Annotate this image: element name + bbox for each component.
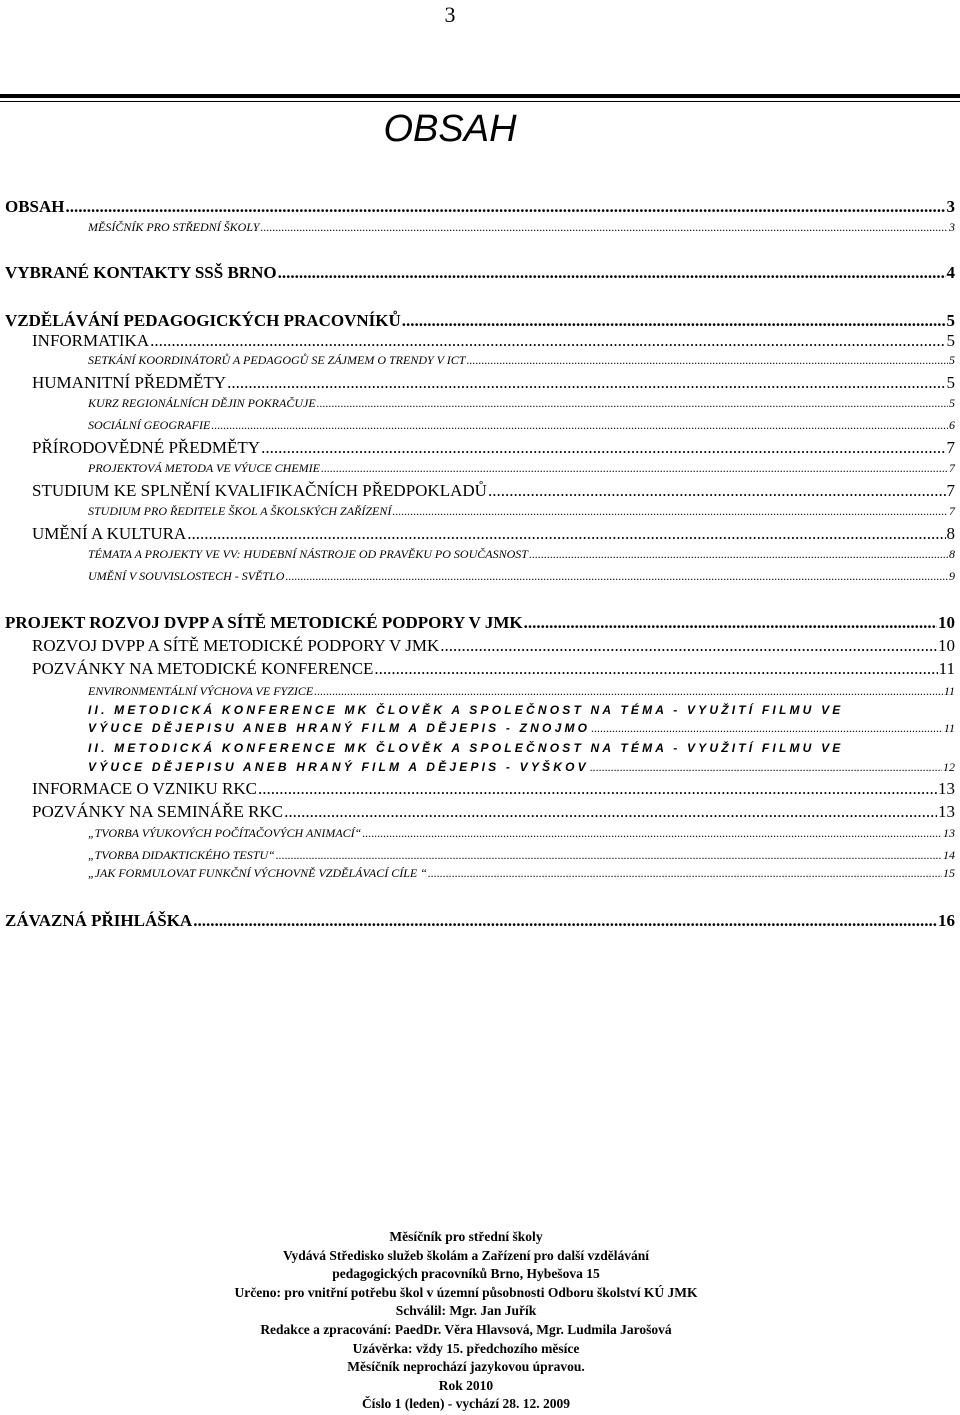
toc-entry-title: UMĚNÍ V SOUVISLOSTECH - SVĚTLO xyxy=(88,569,285,583)
toc-entry-mesicnik[interactable] xyxy=(88,220,955,235)
toc-entry-title: SOCIÁLNÍ GEOGRAFIE xyxy=(88,418,211,432)
footer-line: Rok 2010 xyxy=(438,1377,494,1393)
toc-entry-page: 16 xyxy=(938,911,955,930)
toc-entry-page: 13 xyxy=(938,779,955,798)
toc-entry-page: 8 xyxy=(949,547,955,561)
toc-entry-page: 5 xyxy=(946,373,955,392)
toc-entry-page: 3 xyxy=(949,220,955,234)
toc-entry-studium-kvalifikace[interactable] xyxy=(32,481,955,501)
header-rule-thin xyxy=(0,101,960,102)
toc-entry-page: 7 xyxy=(946,438,955,457)
footer-line: Číslo 1 (leden) - vychází 28. 12. 2009 xyxy=(361,1396,571,1412)
header-rule-thick xyxy=(0,94,960,98)
toc-entry-title: VÝUCE DĚJEPISU ANEB HRANÝ FILM A DĚJEPIS - ZNOJMO xyxy=(88,721,591,735)
toc-entry-pozvanky-seminare[interactable] xyxy=(32,802,955,822)
toc-entry-umeni-svetlo[interactable] xyxy=(88,569,955,584)
toc-entry-page: 14 xyxy=(943,848,955,862)
toc-entry-umeni-kultura[interactable] xyxy=(32,524,955,544)
toc-entry-page: 13 xyxy=(938,802,955,821)
toc-entry-title: STUDIUM PRO ŘEDITELE ŠKOL A ŠKOLSKÝCH ZAŘÍZENÍ xyxy=(88,504,392,518)
toc-entry-title: „TVORBA VÝUKOVÝCH POČÍTAČOVÝCH ANIMACÍ“ xyxy=(88,826,362,840)
toc-entry-title: STUDIUM KE SPLNĚNÍ KVALIFIKAČNÍCH PŘEDPOKLADŮ xyxy=(32,481,487,500)
toc-entry-page: 7 xyxy=(949,504,955,518)
toc-entry-konference-znojmo[interactable] xyxy=(88,721,955,736)
toc-entry-page: 11 xyxy=(938,659,955,678)
toc-entry-title: ZÁVAZNÁ PŘIHLÁŠKA xyxy=(5,911,193,930)
toc-entry-page: 7 xyxy=(949,461,955,475)
toc-entry-prirodovedne[interactable] xyxy=(32,438,955,458)
toc-entry-title: SETKÁNÍ KOORDINÁTORŮ A PEDAGOGŮ SE ZÁJMEM O TRENDY V ICT xyxy=(88,353,466,367)
toc-entry-page: 6 xyxy=(949,418,955,432)
toc-entry-jak-formulovat[interactable] xyxy=(88,866,955,881)
toc-entry-title: UMĚNÍ A KULTURA xyxy=(32,524,187,543)
toc-entry-title: POZVÁNKY NA SEMINÁŘE RKC xyxy=(32,802,284,821)
toc-entry-page: 12 xyxy=(943,760,955,774)
toc-entry-page: 5 xyxy=(946,331,955,350)
toc-entry-title: PROJEKT ROZVOJ DVPP A SÍTĚ METODICKÉ PODPORY V JMK xyxy=(5,613,523,632)
toc-entry-title: OBSAH xyxy=(5,197,65,216)
toc-entry-title: INFORMATIKA xyxy=(32,331,150,350)
toc-entry-temata[interactable] xyxy=(88,547,955,562)
toc-entry-rozvoj[interactable] xyxy=(32,636,955,656)
toc-entry-geografie[interactable] xyxy=(88,418,955,433)
toc-entry-vzdelavani[interactable] xyxy=(5,311,955,331)
toc-entry-title: ROZVOJ DVPP A SÍTĚ METODICKÉ PODPORY V JMK xyxy=(32,636,440,655)
toc-entry-obsah[interactable] xyxy=(5,197,955,217)
page-number: 3 xyxy=(444,2,456,27)
toc-entry-kurz[interactable] xyxy=(88,396,955,411)
toc-entry-konference-vyskov-line1[interactable]: II. METODICKÁ KONFERENCE MK ČLOVĚK A SPOLEČNOST NA TÉMA - VYUŽITÍ FILMU VE xyxy=(88,741,844,755)
toc-entry-page: 11 xyxy=(943,684,955,698)
footer-line: Měsíčník neprochází jazykovou úpravou. xyxy=(347,1359,585,1375)
toc-entry-environmentalni[interactable] xyxy=(88,684,955,699)
toc-entry-informatika[interactable] xyxy=(32,331,955,351)
toc-entry-pozvanky-konference[interactable] xyxy=(32,659,955,679)
toc-entry-page: 5 xyxy=(949,396,955,410)
toc-entry-title: POZVÁNKY NA METODICKÉ KONFERENCE xyxy=(32,659,374,678)
toc-entry-title: PŘÍRODOVĚDNÉ PŘEDMĚTY xyxy=(32,438,261,457)
footer-line: Měsíčník pro střední školy xyxy=(389,1229,543,1244)
toc-entry-title: VÝUCE DĚJEPISU ANEB HRANÝ FILM A DĚJEPIS - VYŠKOV xyxy=(88,760,589,774)
toc-entry-page: 11 xyxy=(943,721,955,735)
toc-entry-konference-vyskov[interactable] xyxy=(88,760,955,775)
toc-entry-projekt-rozvoj[interactable] xyxy=(5,613,955,633)
toc-entry-title: ENVIRONMENTÁLNÍ VÝCHOVA VE FYZICE xyxy=(88,684,314,698)
toc-entry-page: 5 xyxy=(946,311,955,330)
toc-entry-page: 5 xyxy=(949,353,955,367)
toc-entry-page: 13 xyxy=(943,826,955,840)
toc-entry-title: KURZ REGIONÁLNÍCH DĚJIN POKRAČUJE xyxy=(88,396,316,410)
page-title: OBSAH xyxy=(383,108,517,150)
imprint-footer xyxy=(0,1228,932,1414)
toc-entry-setkani[interactable] xyxy=(88,353,955,368)
toc-entry-page: 3 xyxy=(946,197,955,216)
toc-entry-page: 10 xyxy=(938,636,955,655)
toc-entry-konference-znojmo-line1[interactable]: II. METODICKÁ KONFERENCE MK ČLOVĚK A SPOLEČNOST NA TÉMA - VYUŽITÍ FILMU VE xyxy=(88,703,844,717)
toc-entry-page: 15 xyxy=(943,866,955,880)
toc-entry-tvorba-testu[interactable] xyxy=(88,848,955,863)
toc-entry-page: 10 xyxy=(938,613,955,632)
toc-entry-title: PROJEKTOVÁ METODA VE VÝUCE CHEMIE xyxy=(88,461,320,475)
toc-entry-zavazna-prihlaska[interactable] xyxy=(5,911,955,931)
toc-entry-page: 7 xyxy=(946,481,955,500)
toc-entry-informace-rkc[interactable] xyxy=(32,779,955,799)
toc-entry-title: „JAK FORMULOVAT FUNKČNÍ VÝCHOVNĚ VZDĚLÁVACÍ CÍLE “ xyxy=(88,866,427,880)
toc-entry-page: 9 xyxy=(949,569,955,583)
footer-line: Redakce a zpracování: PaedDr. Věra Hlavsová, Mgr. Ludmila Jarošová xyxy=(260,1321,672,1337)
footer-line: Uzávěrka: vždy 15. předchozího měsíce xyxy=(352,1340,580,1356)
toc-entry-title: TÉMATA A PROJEKTY VE VV: HUDEBNÍ NÁSTROJE OD PRAVĚKU PO SOUČASNOST xyxy=(88,547,528,561)
toc-entry-page: 4 xyxy=(946,263,955,282)
footer-line: pedagogických pracovníků Brno, Hybešova 15 xyxy=(332,1266,600,1282)
footer-line: Určeno: pro vnitřní potřebu škol v územní působnosti Odboru školství KÚ JMK xyxy=(234,1284,698,1300)
toc-entry-title: INFORMACE O VZNIKU RKC xyxy=(32,779,257,798)
footer-line: Vydává Středisko služeb školám a Zařízení pro další vzdělávání xyxy=(282,1247,650,1263)
toc-entry-title: HUMANITNÍ PŘEDMĚTY xyxy=(32,373,227,392)
toc-entry-title: VZDĚLÁVÁNÍ PEDAGOGICKÝCH PRACOVNÍKŮ xyxy=(5,311,401,330)
toc-entry-title: „TVORBA DIDAKTICKÉHO TESTU“ xyxy=(88,848,275,862)
toc-entry-projektova[interactable] xyxy=(88,461,955,476)
footer-line: Schválil: Mgr. Jan Juřík xyxy=(395,1303,537,1319)
toc-entry-kontakty[interactable] xyxy=(5,263,955,283)
toc-entry-title: VYBRANÉ KONTAKTY SSŠ BRNO xyxy=(5,263,277,282)
toc-entry-page: 8 xyxy=(946,524,955,543)
toc-entry-humanitni[interactable] xyxy=(32,373,955,393)
toc-entry-title: MĚSÍČNÍK PRO STŘEDNÍ ŠKOLY xyxy=(88,220,260,234)
toc-entry-studium-reditele[interactable] xyxy=(88,504,955,519)
toc-entry-tvorba-animaci[interactable] xyxy=(88,826,955,841)
